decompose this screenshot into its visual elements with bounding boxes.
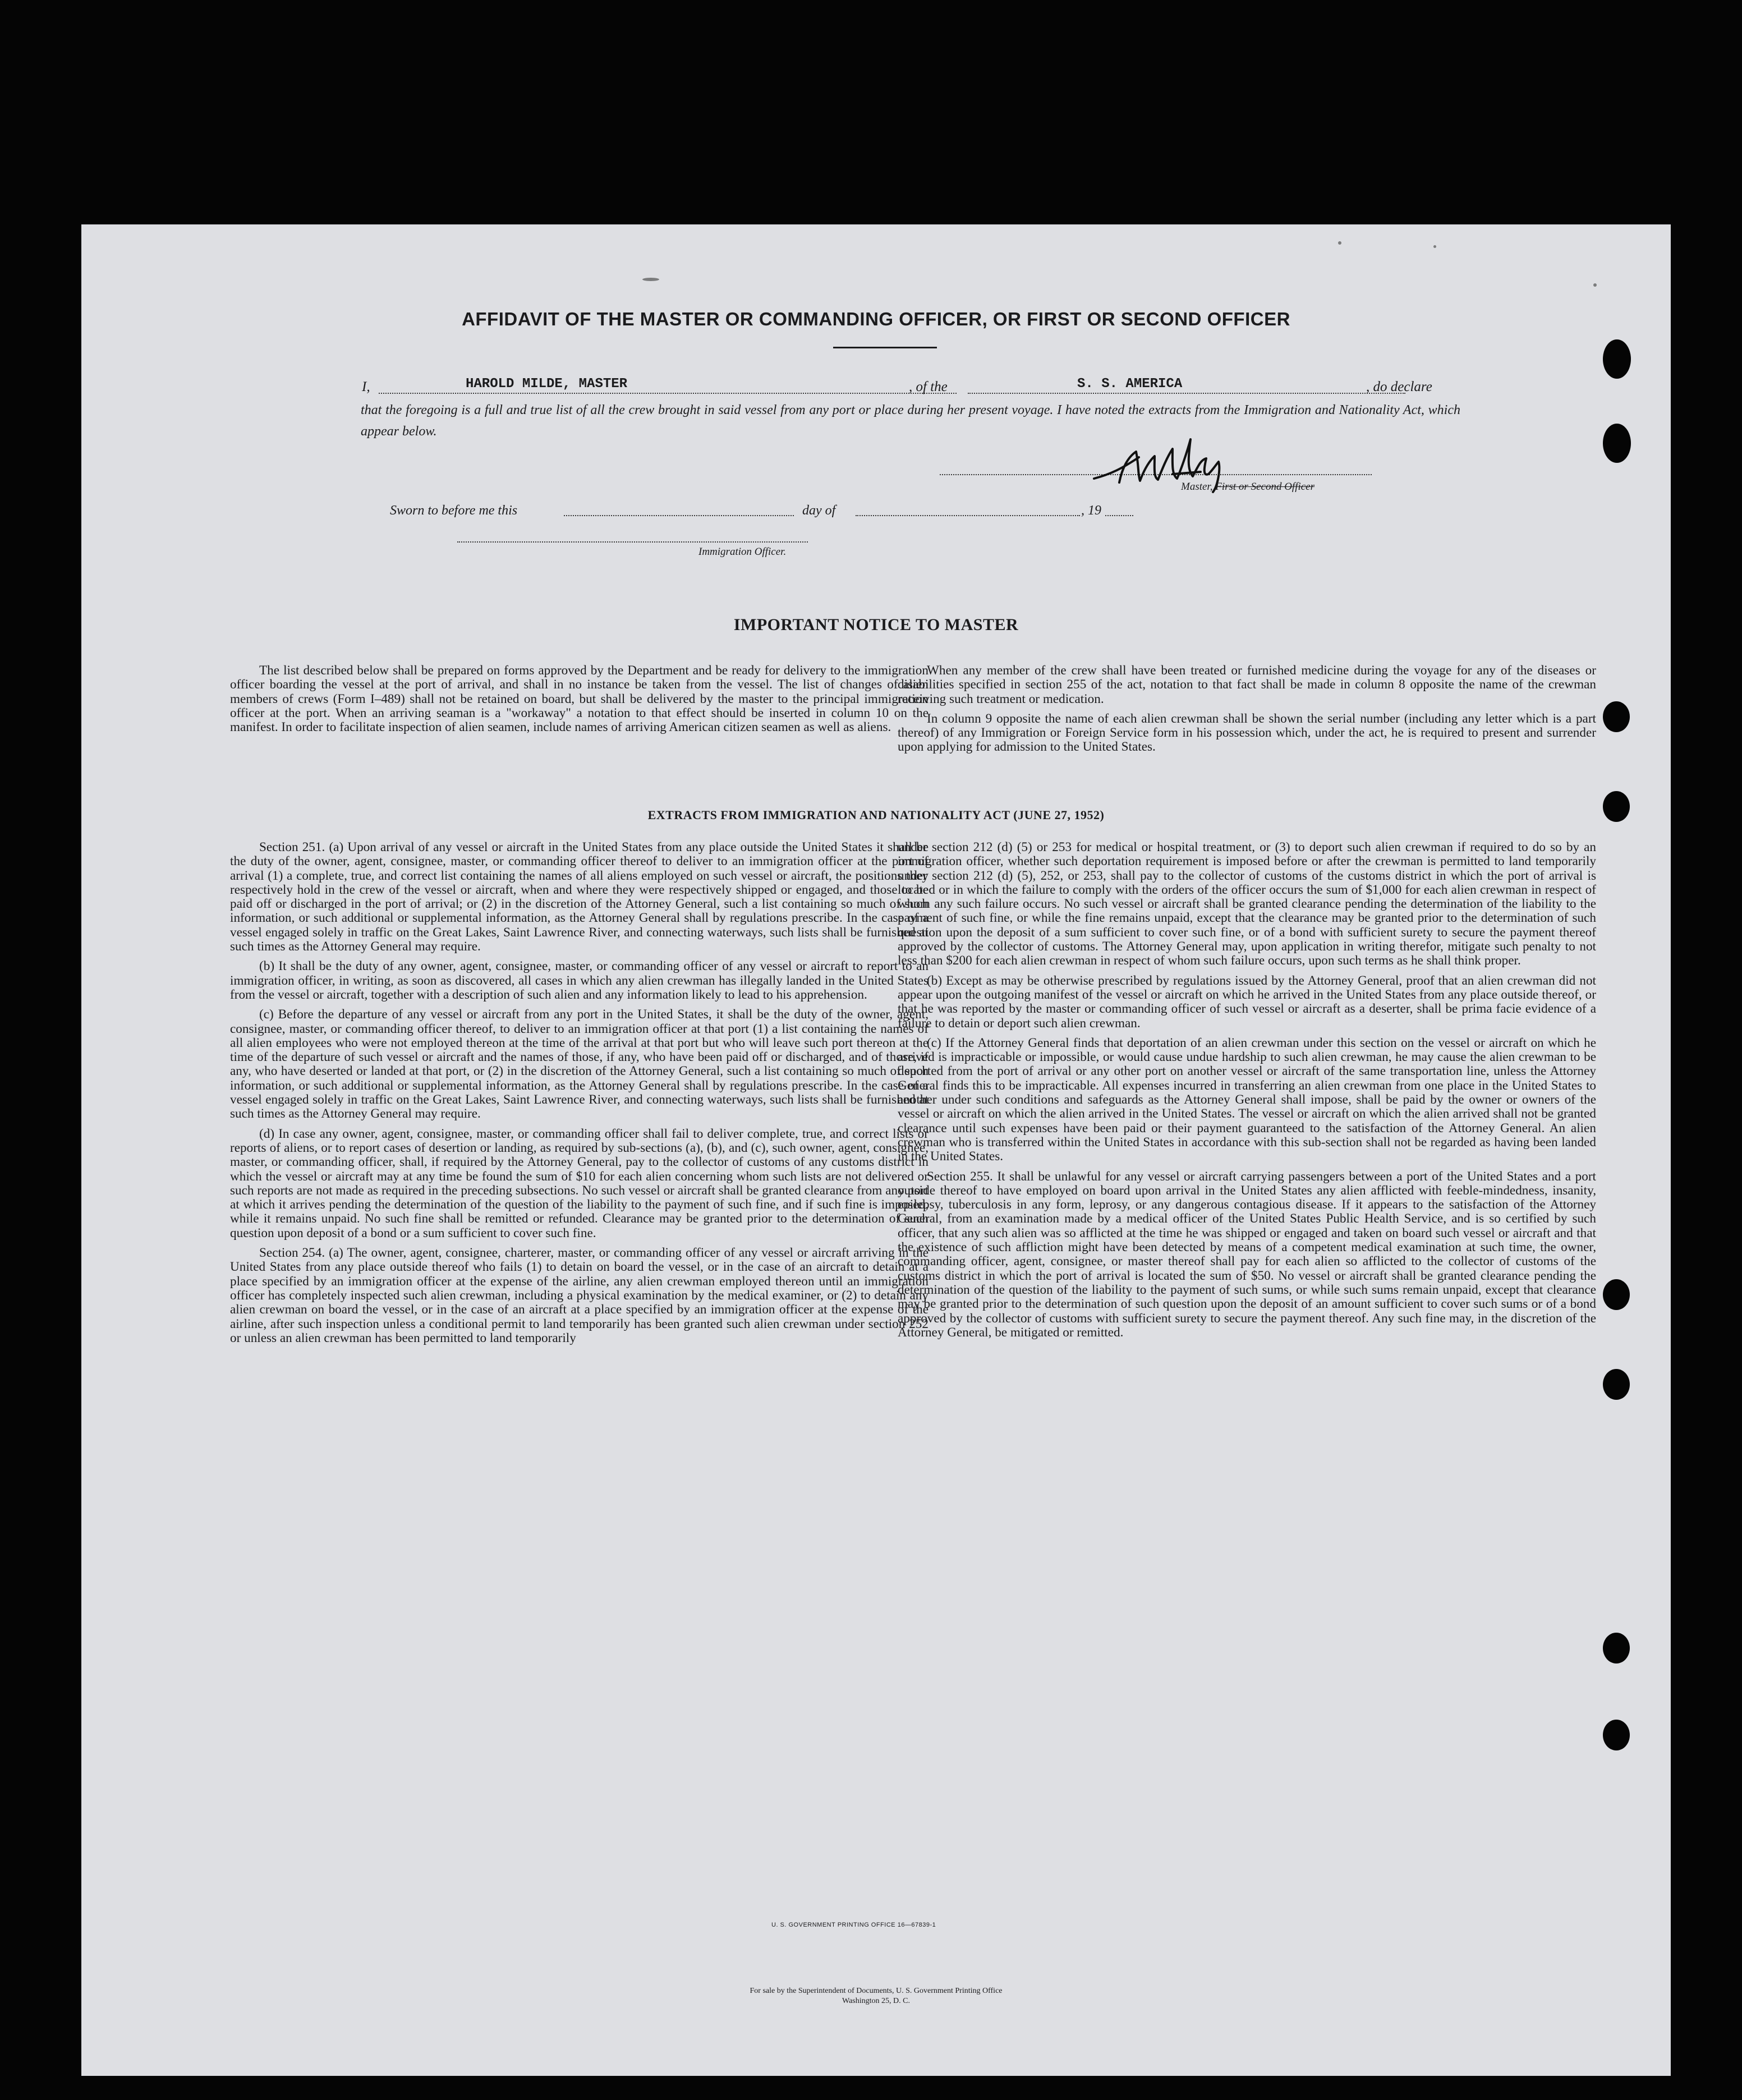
gpo-print-code: U. S. GOVERNMENT PRINTING OFFICE 16—67839-1 bbox=[771, 1922, 936, 1928]
notice-title: IMPORTANT NOTICE TO MASTER bbox=[733, 615, 1019, 634]
sworn-year-blank bbox=[1105, 515, 1133, 516]
act-paragraph: Section 251. (a) Upon arrival of any vessel or aircraft in the United States from any place outside the United States it shall be the duty of the owner, agent, consignee, master, or commanding officer thereof to deliver to an immigration officer at the port of arrival (1) a complete, true, and correct list containing the names of all aliens employed on such vessel or aircraft, the positions they respectively hold in the crew of the vessel or aircraft, when and where they were respectively shipped or engaged, and those to be paid off or discharged in the port of arrival; or (2) in the discretion of the Attorney General, such a list containing so much of such information, or such additional or supplemental information, as the Attorney General shall by regulations prescribe. In the case of a vessel engaged solely in traffic on the Great Lakes, Saint Lawrence River, and connecting waterways, such lists shall be furnished at such times as the Attorney General may require. bbox=[230, 840, 929, 954]
act-paragraph: (d) In case any owner, agent, consignee, master, or commanding officer shall fail to deliver complete, true, and correct lists or reports of aliens, or to report cases of desertion or landing, as required by sub-sections (a), (b), and (c), such owner, agent, consignee, master, or commanding officer, shall, if required by the Attorney General, pay to the collector of customs of any customs district in which the vessel or aircraft may at any time be found the sum of $10 for each alien concerning whom such lists are not delivered or such reports are not made as required in the preceding subsections. No such vessel or aircraft shall be granted clearance from any port at which it arrives pending the determination of the question of the liability to the payment of such fine, and if such fine is imposed, while it remains unpaid. No such fine shall be remitted or refunded. Clearance may be granted prior to the determination of such question upon deposit of a bond or a sum sufficient to cover such fine. bbox=[230, 1126, 929, 1240]
act-paragraph: (b) It shall be the duty of any owner, agent, consignee, master, or commanding officer of any vessel or aircraft to report to an immigration officer, in writing, as soon as discovered, all cases in which any alien crewman has illegally landed in the United States from the vessel or aircraft, together with a description of such alien and any information likely to lead to his apprehension. bbox=[230, 959, 929, 1002]
for-sale-notice bbox=[81, 1986, 1671, 2006]
sworn-day-blank bbox=[564, 515, 794, 516]
struck-officer-text: First or Second Officer bbox=[1215, 481, 1315, 493]
declaration-line bbox=[362, 371, 1461, 399]
do-declare-text: , do declare bbox=[1366, 379, 1432, 394]
for-sale-line-2: Washington 25, D. C. bbox=[842, 1997, 910, 2005]
extracts-title: EXTRACTS FROM IMMIGRATION AND NATIONALITY ACT (JUNE 27, 1952) bbox=[647, 808, 1105, 822]
extracts-left-column bbox=[230, 840, 929, 1351]
name-blank bbox=[379, 393, 957, 394]
notice-paragraph: The list described below shall be prepared on forms approved by the Department and be ready for delivery to the immigration officer boarding the vessel at the port of arrival, and shall in no instance be taken from the vessel. The list of changes of alien members of crews (Form I–489) shall not be retained on board, but shall be delivered by the master to the principal immigration officer at the port. When an arriving seaman is a "workaway" a notation to that effect should be inserted in column 10 on the manifest. In order to facilitate inspection of alien seamen, include names of arriving American citizen seamen as well as aliens. bbox=[230, 663, 929, 735]
speck bbox=[642, 278, 659, 281]
year-prefix: , 19 bbox=[1081, 503, 1101, 518]
punch-hole bbox=[1603, 1369, 1630, 1400]
speck bbox=[1433, 245, 1436, 248]
immigration-officer-label: Immigration Officer. bbox=[698, 546, 787, 558]
declaration-text: that the foregoing is a full and true list of all the crew brought in said vessel from any port or place during her present voyage. I have noted the extracts from the Immigration and Nationality Act, which appear below. bbox=[361, 403, 1460, 439]
immigration-officer-line bbox=[457, 541, 808, 543]
i-prefix: I, bbox=[362, 379, 370, 394]
punch-hole bbox=[1603, 339, 1631, 379]
sworn-prefix: Sworn to before me this bbox=[390, 503, 518, 518]
punch-hole bbox=[1603, 1633, 1630, 1664]
sworn-line bbox=[390, 499, 1231, 522]
punch-hole bbox=[1603, 791, 1630, 822]
act-paragraph: (c) Before the departure of any vessel or aircraft from any port in the United States, it shall be the duty of the owner, agent, consignee, master, or commanding officer thereof, to deliver to an immigration officer at that port (1) a list containing the names of all alien employees who were not employed thereon at the time of the arrival at that port but who will leave such port thereon at the time of the departure of such vessel or aircraft and the names of those, if any, who have been paid off or discharged, and of those, if any, who have deserted or landed at that port, or (2) in the discretion of the Attorney General, such a list containing so much of such information, or such additional or supplemental information, as the Attorney General shall by regulations prescribe. In the case of a vessel engaged solely in traffic on the Great Lakes, Saint Lawrence River, and connecting waterways, such lists shall be furnished at such times as the Attorney General may require. bbox=[230, 1007, 929, 1122]
speck bbox=[1338, 241, 1341, 245]
day-of-text: day of bbox=[802, 503, 836, 518]
notice-left-column bbox=[230, 664, 929, 740]
speck bbox=[1593, 283, 1597, 287]
signer-title-label bbox=[1181, 481, 1314, 493]
vessel-name: S. S. AMERICA bbox=[1077, 376, 1183, 392]
notice-paragraph: In column 9 opposite the name of each alien crewman shall be shown the serial number (including any letter which is a part thereof) of any Immigration or Foreign Service form in his possession which, under the act, he is required to present and surrender upon applying for admission to the United States. bbox=[898, 711, 1596, 755]
punch-hole bbox=[1603, 701, 1630, 732]
act-paragraph: Section 254. (a) The owner, agent, consignee, charterer, master, or commanding officer of any vessel or aircraft arriving in the United States from any place outside thereof who fails (1) to detain on board the vessel, or in the case of an aircraft to detain at a place specified by an immigration officer at the expense of the airline, any alien crewman employed thereon until an immigration officer has completely inspected such alien crewman, including a physical examination by the medical examiner, or (2) to detain any alien crewman on board the vessel, or in the case of an aircraft at a place specified by an immigration officer at the expense of the airline, after such inspection unless a conditional permit to land temporarily has been granted such alien crewman under section 252 or unless an alien crewman has been permitted to land temporarily bbox=[230, 1246, 929, 1345]
act-paragraph: (c) If the Attorney General finds that deportation of an alien crewman under this section on the vessel or aircraft on which he arrived is impracticable or impossible, or would cause undue hardship to such alien crewman, he may cause the alien crewman to be deported from the port of arrival or any other port on another vessel or aircraft of the same transportation line, unless the Attorney General finds this to be impracticable. All expenses incurred in transferring an alien crewman from one place in the United States to another under such conditions and safeguards as the Attorney General shall impose, shall be paid by the owner or owners of the vessel or aircraft on which the alien arrived in the United States. The vessel or aircraft on which the alien arrived shall not be granted clearance until such expenses have been paid or their payment guaranteed to the satisfaction of the Attorney General. An alien crewman who is transferred within the United States in accordance with this sub-section shall not be regarded as having been landed in the United States. bbox=[898, 1035, 1596, 1164]
master-name: HAROLD MILDE, MASTER bbox=[466, 376, 628, 392]
notice-paragraph: When any member of the crew shall have been treated or furnished medicine during the voyage for any of the diseases or disabilities specified in section 255 of the act, notation to that fact shall be made in column 8 opposite the name of the crewman receiving such treatment or medication. bbox=[898, 663, 1596, 706]
notice-right-column bbox=[898, 664, 1596, 760]
act-paragraph: (b) Except as may be otherwise prescribed by regulations issued by the Attorney General, proof that an alien crewman did not appear upon the outgoing manifest of the vessel or aircraft on which he arrived in the United States from any place outside thereof, or that he was reported by the master or commanding officer of such vessel or aircraft as a deserter, shall be prima facie evidence of a failure to detain or deport such alien crewman. bbox=[898, 973, 1596, 1031]
punch-hole bbox=[1603, 424, 1631, 463]
for-sale-line-1: For sale by the Superintendent of Documents, U. S. Government Printing Office bbox=[750, 1987, 1003, 1995]
master-text: Master, bbox=[1181, 481, 1213, 493]
punch-hole bbox=[1603, 1279, 1630, 1310]
affidavit-title: AFFIDAVIT OF THE MASTER OR COMMANDING OFFICER, OR FIRST OR SECOND OFFICER bbox=[462, 309, 1290, 329]
act-paragraph: Section 255. It shall be unlawful for any vessel or aircraft carrying passengers between a port of the United States and a port outside thereof to have employed on board upon arrival in the United States any alien afflicted with feeble-mindedness, insanity, epilepsy, tuberculosis in any form, leprosy, or any dangerous contagious disease. If it appears to the satisfaction of the Attorney General, from an examination made by a medical officer of the United States Public Health Service, and is so certified by such officer, that any such alien was so afflicted at the time he was shipped or engaged and taken on board such vessel or aircraft and that the existence of such affliction might have been detected by means of a competent medical examination at such time, the owner, commanding officer, agent, consignee, or master thereof shall pay for each alien so afflicted to the collector of customs of the customs district in which the port of arrival is located the sum of $50. No vessel or aircraft shall be granted clearance pending the determination of the question of the liability to the payment of such sums, or while such sums remain unpaid, except that clearance may be granted prior to the determination of such question upon the deposit of an amount sufficient to cover such sums or of a bond approved by the collector of customs with sufficient surety to secure the payment thereof. Any such fine may, in the discretion of the Attorney General, be mitigated or remitted. bbox=[898, 1169, 1596, 1340]
punch-hole bbox=[1603, 1720, 1630, 1750]
title-rule bbox=[833, 347, 937, 348]
of-the-text: , of the bbox=[909, 379, 948, 394]
extracts-right-column bbox=[898, 840, 1596, 1345]
document-page bbox=[81, 224, 1671, 2076]
vessel-blank bbox=[968, 393, 1405, 394]
act-paragraph: under section 212 (d) (5) or 253 for medical or hospital treatment, or (3) to deport such alien crewman if required to do so by an immigration officer, whether such deportation requirement is imposed before or after the crewman is permitted to land temporarily under section 212 (d) (5), 252, or 253, shall pay to the collector of customs of the customs district in which the port of arrival is located or in which the failure to comply with the orders of the officer occurs the sum of $1,000 for each alien crewman in respect of whom any such failure occurs. No such vessel or aircraft shall be granted clearance pending the determination of the liability to the payment of such fine, or while the fine remains unpaid, except that the clearance may be granted prior to the determination of such question upon the deposit of a sum sufficient to cover such fine, or of a bond with sufficient surety to secure the payment thereof approved by the collector of customs. The Attorney General may, upon application in writing therefor, mitigate such penalty to not less than $200 for each alien crewman in respect of whom such failure occurs, upon such terms as he shall think proper. bbox=[898, 840, 1596, 968]
sworn-month-blank bbox=[856, 515, 1080, 516]
